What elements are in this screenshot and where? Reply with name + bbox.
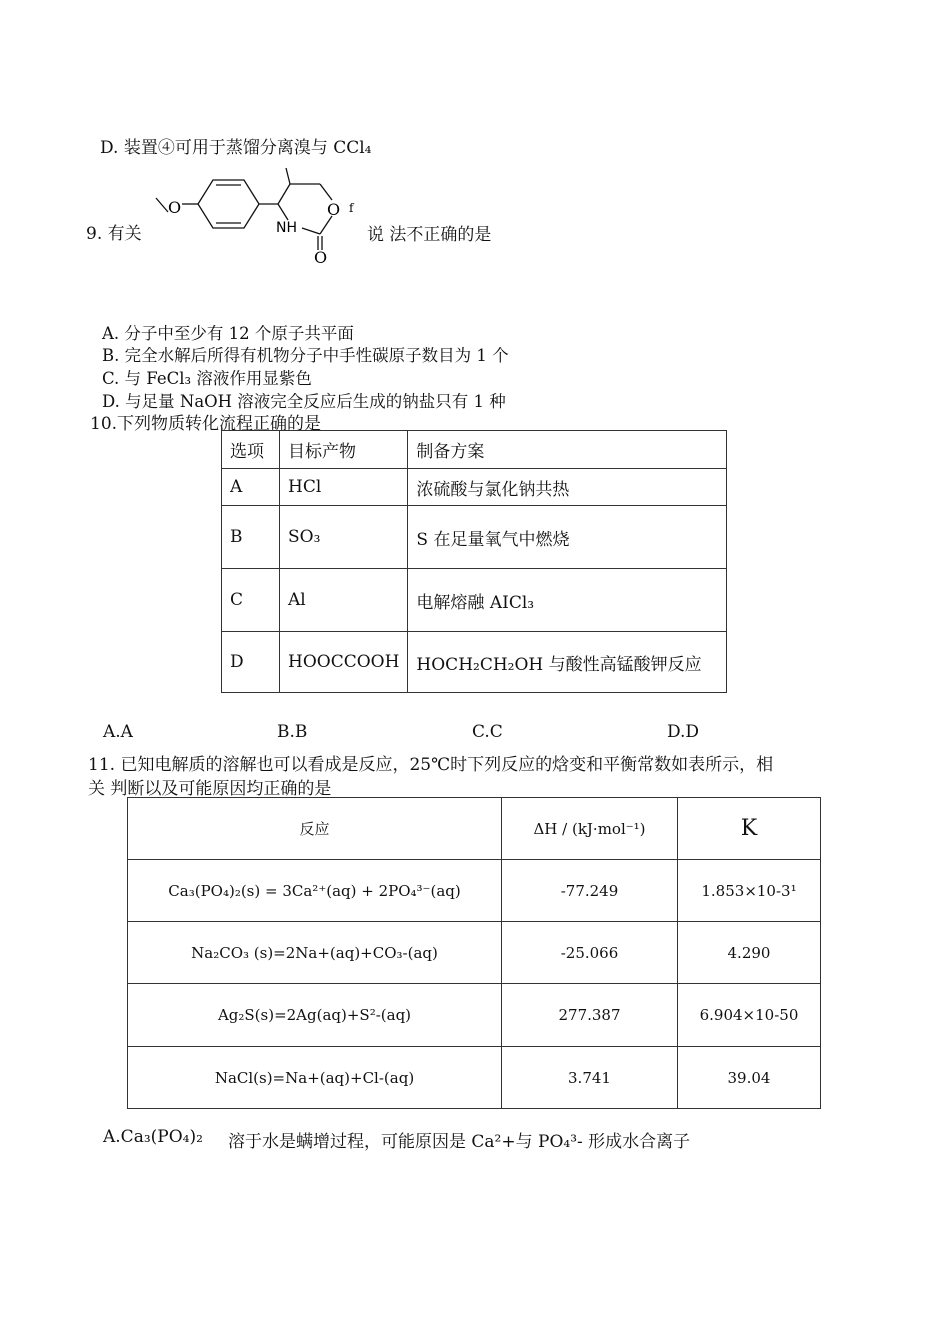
table-cell: 1.853×10-3¹ <box>678 860 821 922</box>
q10-header-plan: 制备方案 <box>408 431 727 469</box>
q11-header-k: K <box>678 798 821 860</box>
q9-option-d: D. 与足量 NaOH 溶液完全反应后生成的钠盐只有 1 种 <box>102 392 506 411</box>
table-row <box>128 984 821 1047</box>
q9-nh: NH <box>276 220 297 236</box>
q10-answer-d: D.D <box>667 722 700 742</box>
table-cell: Na₂CO₃ (s)=2Na+(aq)+CO₃-(aq) <box>128 922 502 984</box>
table-cell: Ca₃(PO₄)₂(s) = 3Ca²⁺(aq) + 2PO₄³⁻(aq) <box>128 860 502 922</box>
q9-option-c: C. 与 FeCl₃ 溶液作用显紫色 <box>102 369 312 388</box>
q11-stem-line2: 关 判断以及可能原因均正确的是 <box>88 779 332 799</box>
table-cell: 39.04 <box>678 1047 821 1109</box>
table-row <box>222 632 727 693</box>
table-cell: 6.904×10-50 <box>678 984 821 1047</box>
table-header-row <box>222 431 727 469</box>
q9-carbonyl-o: O <box>314 248 328 265</box>
table-cell: HOCH₂CH₂OH 与酸性高锰酸钾反应 <box>408 632 727 693</box>
q9-structure-diagram <box>150 160 365 265</box>
q9-ring-o: O <box>327 200 341 219</box>
q8-option-d: D. 装置④可用于蒸馏分离溴与 CCl₄ <box>100 138 372 158</box>
table-cell: HCl <box>280 469 408 506</box>
table-cell: HOOCCOOH <box>280 632 408 693</box>
q11-table <box>127 797 821 1109</box>
q9-suffix: 说 法不正确的是 <box>367 225 492 245</box>
q10-stem: 10.下列物质转化流程正确的是 <box>90 414 322 434</box>
table-cell: -25.066 <box>502 922 678 984</box>
table-row <box>222 569 727 632</box>
q9-prefix: 9. 有关 <box>86 224 142 244</box>
table-cell: A <box>222 469 280 506</box>
q9-methoxy-o: O <box>168 198 182 217</box>
table-header-row <box>128 798 821 860</box>
table-cell: S 在足量氧气中燃烧 <box>408 506 727 569</box>
q9-tag: f <box>349 201 354 215</box>
table-cell: Al <box>280 569 408 632</box>
table-cell: 电解熔融 AICl₃ <box>408 569 727 632</box>
table-cell: 3.741 <box>502 1047 678 1109</box>
table-cell: -77.249 <box>502 860 678 922</box>
q10-answer-a: A.A <box>103 722 133 742</box>
q10-answer-b: B.B <box>277 722 308 742</box>
table-row <box>128 922 821 984</box>
q11-stem-line1: 11. 已知电解质的溶解也可以看成是反应，25℃时下列反应的焓变和平衡常数如表所示，相 <box>88 755 774 775</box>
table-cell: C <box>222 569 280 632</box>
table-row <box>222 469 727 506</box>
table-cell: B <box>222 506 280 569</box>
table-cell: 4.290 <box>678 922 821 984</box>
q10-header-option: 选项 <box>222 431 280 469</box>
q9-option-a: A. 分子中至少有 12 个原子共平面 <box>102 324 354 343</box>
q11-option-a-text: 溶于水是螨增过程，可能原因是 Ca²+与 PO₄³- 形成水合离子 <box>228 1132 691 1152</box>
table-cell: 277.387 <box>502 984 678 1047</box>
q11-option-a-formula: A.Ca₃(PO₄)₂ <box>103 1127 203 1147</box>
table-cell: D <box>222 632 280 693</box>
table-cell: NaCl(s)=Na+(aq)+Cl-(aq) <box>128 1047 502 1109</box>
q10-table <box>221 430 727 693</box>
table-row <box>222 506 727 569</box>
table-row <box>128 860 821 922</box>
q10-header-product: 目标产物 <box>280 431 408 469</box>
q9-option-b: B. 完全水解后所得有机物分子中手性碳原子数目为 1 个 <box>102 346 509 365</box>
table-cell: 浓硫酸与氯化钠共热 <box>408 469 727 506</box>
table-cell: SO₃ <box>280 506 408 569</box>
table-cell: Ag₂S(s)=2Ag(aq)+S²-(aq) <box>128 984 502 1047</box>
table-row <box>128 1047 821 1109</box>
q10-answer-c: C.C <box>472 722 503 742</box>
q11-header-dh: ΔH / (kJ·mol⁻¹) <box>502 798 678 860</box>
q11-header-reaction: 反应 <box>128 798 502 860</box>
